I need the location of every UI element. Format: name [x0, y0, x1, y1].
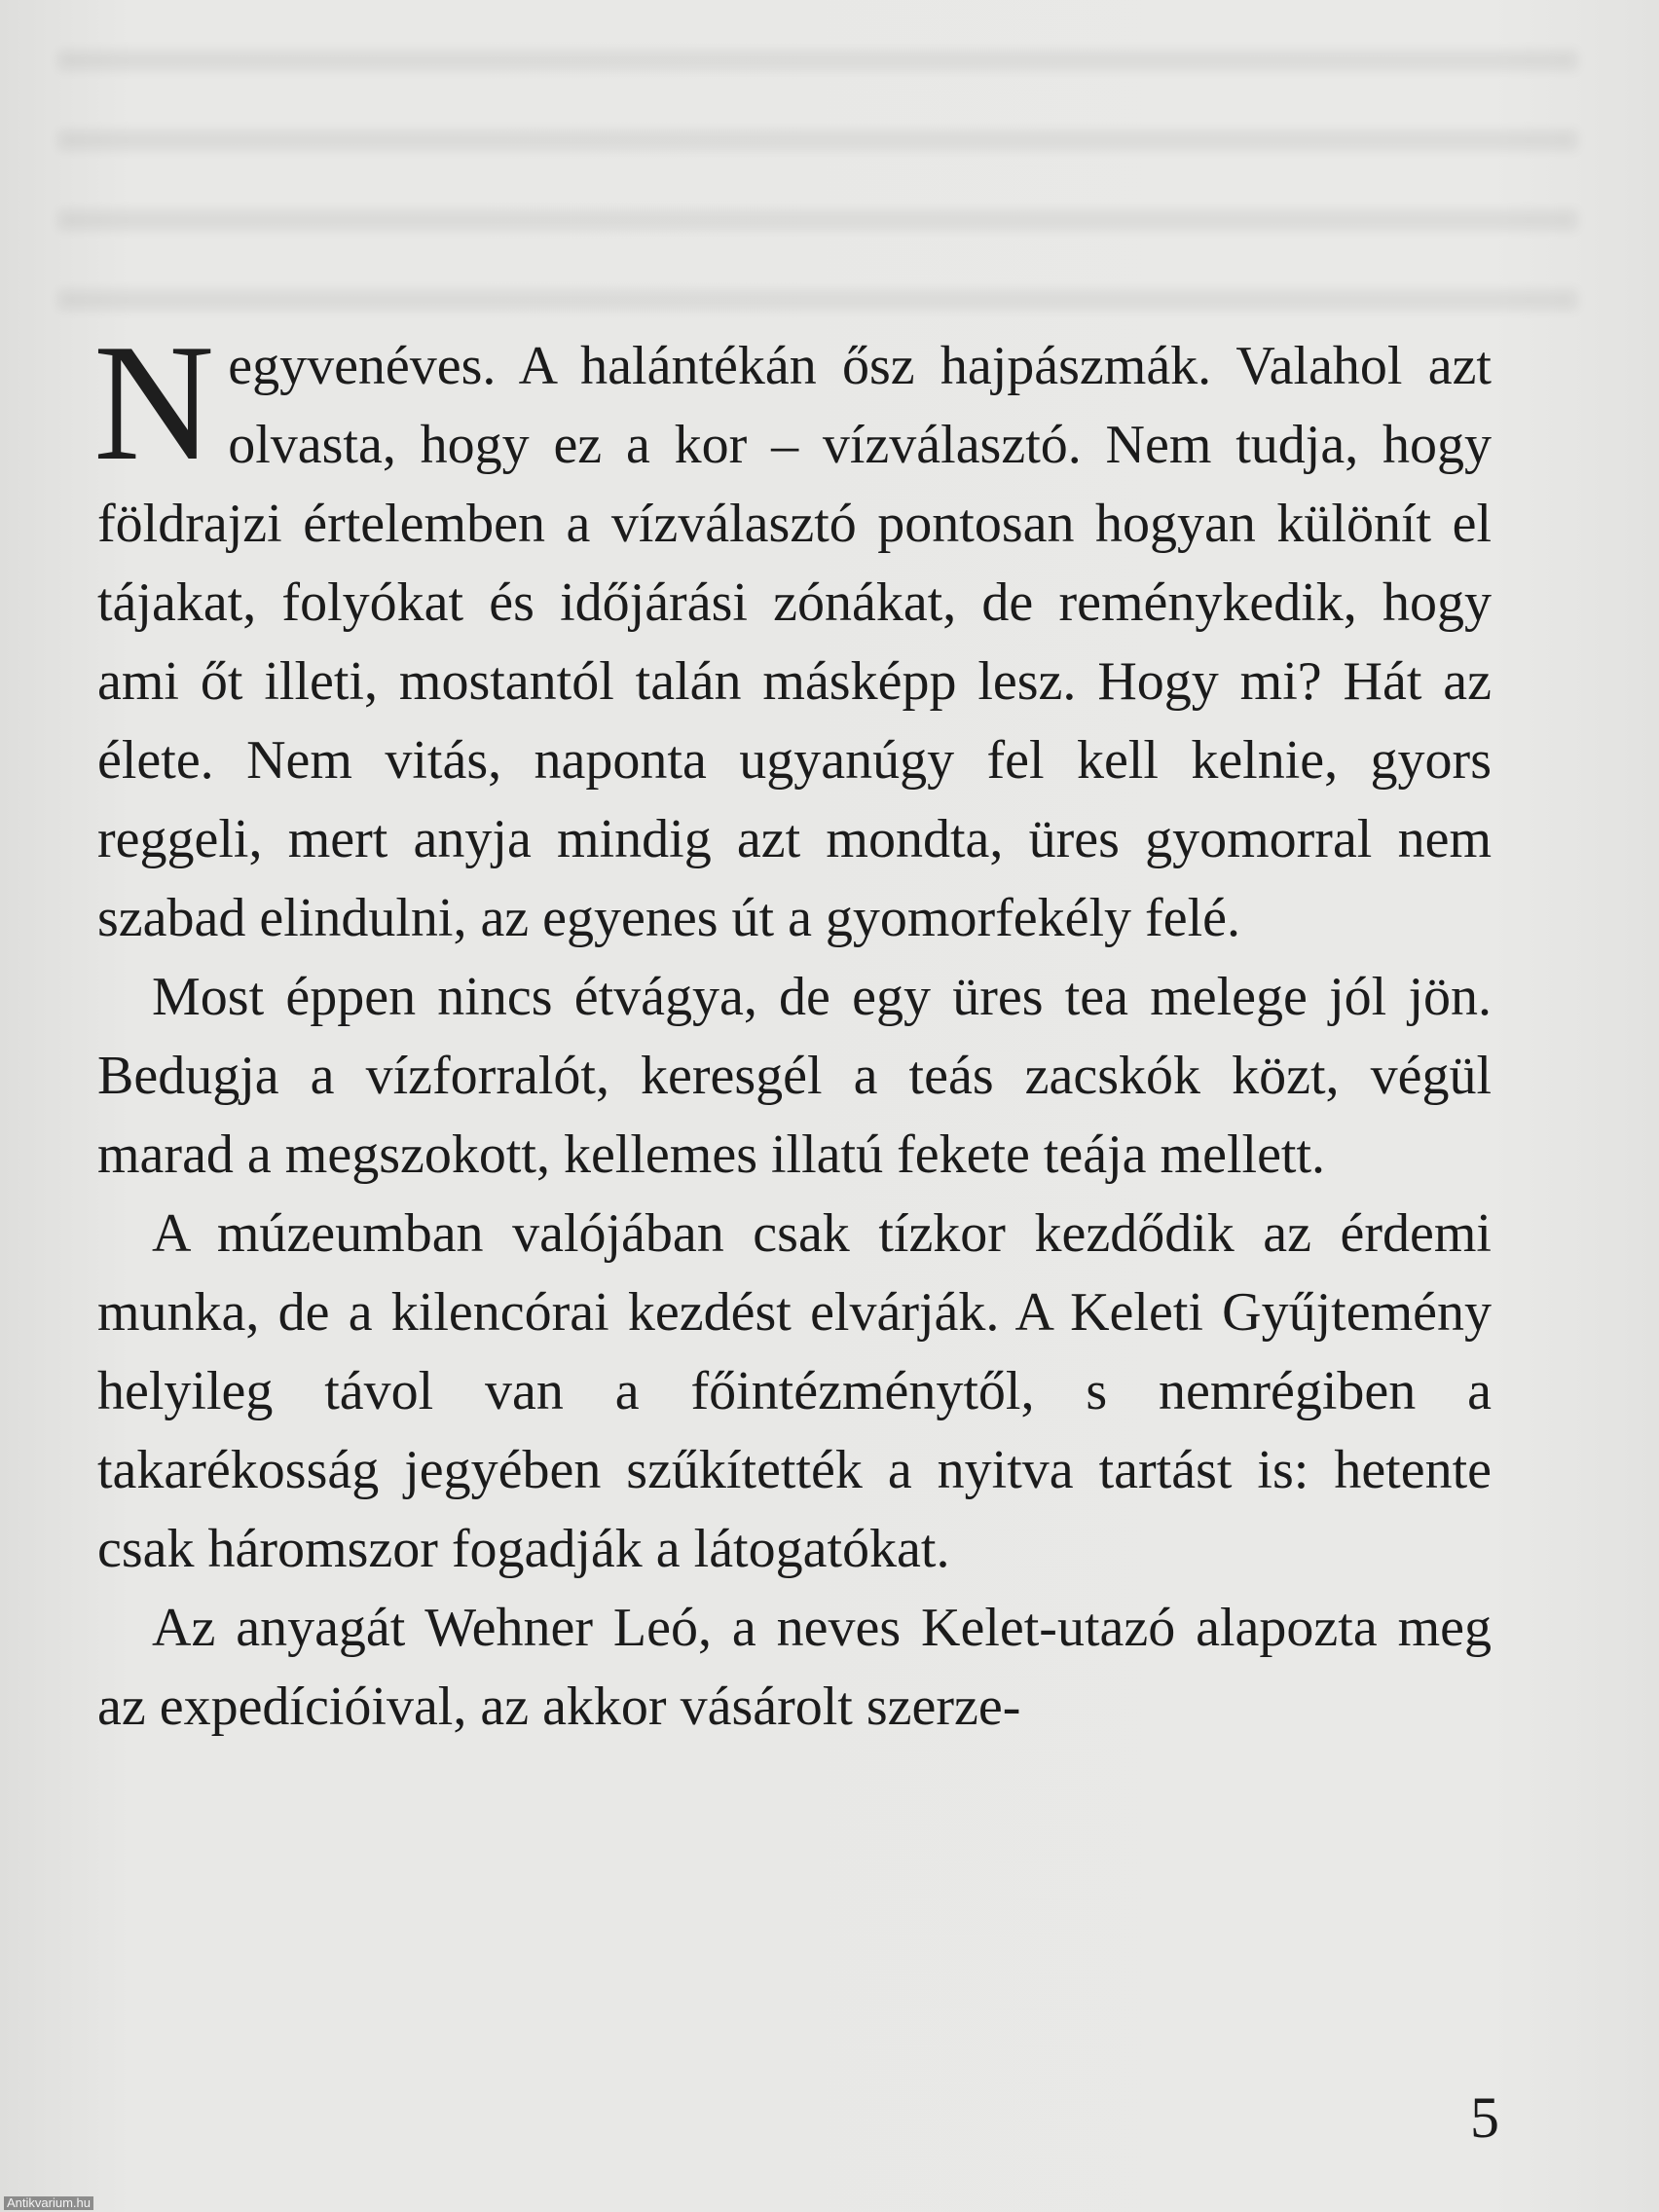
- paragraph-1-text: egyvenéves. A halántékán ősz hajpászmák. Valahol azt olvasta, hogy ez a kor – vízválasztó. Nem tudja, hogy földrajzi értelemben a vízválasztó pontosan hogyan különít el tájakat, folyókat és időjárási zónákat, de reménykedik, hogy ami őt illeti, mostantól talán másképp lesz. Hogy mi? Hát az élete. Nem vitás, naponta ugyanúgy fel kell kelnie, gyors reggeli, mert anyja mindig azt mondta, üres gyomorral nem szabad elindulni, az egyenes út a gyomorfekély felé.: [97, 336, 1492, 948]
- drop-cap: N: [93, 311, 215, 496]
- body-text: [93, 311, 1492, 1747]
- paragraph-4: Az anyagát Wehner Leó, a neves Kelet-utazó alapozta meg az expedícióival, az akkor vásárolt szerze-: [97, 1598, 1492, 1737]
- paragraph-1: [93, 311, 1492, 958]
- watermark: Antikvarium.hu: [4, 2196, 93, 2210]
- paragraph-3: A múzeumban valójában csak tízkor kezdődik az érdemi munka, de a kilencórai kezdést elvárják. A Keleti Gyűjtemény helyileg távol van a főintézménytől, s nemrégiben a takarékosság jegyében szűkítették a nyitva tartást is: hetente csak háromszor fogadják a látogatókat.: [97, 1203, 1492, 1579]
- show-through-text: [58, 0, 1577, 312]
- paragraph-2: Most éppen nincs étvágya, de egy üres tea melege jól jön. Bedugja a vízforralót, keresgél a teás zacskók közt, végül marad a megszokott, kellemes illatú fekete teája mellett.: [97, 967, 1492, 1185]
- page-number: 5: [1470, 2085, 1499, 2150]
